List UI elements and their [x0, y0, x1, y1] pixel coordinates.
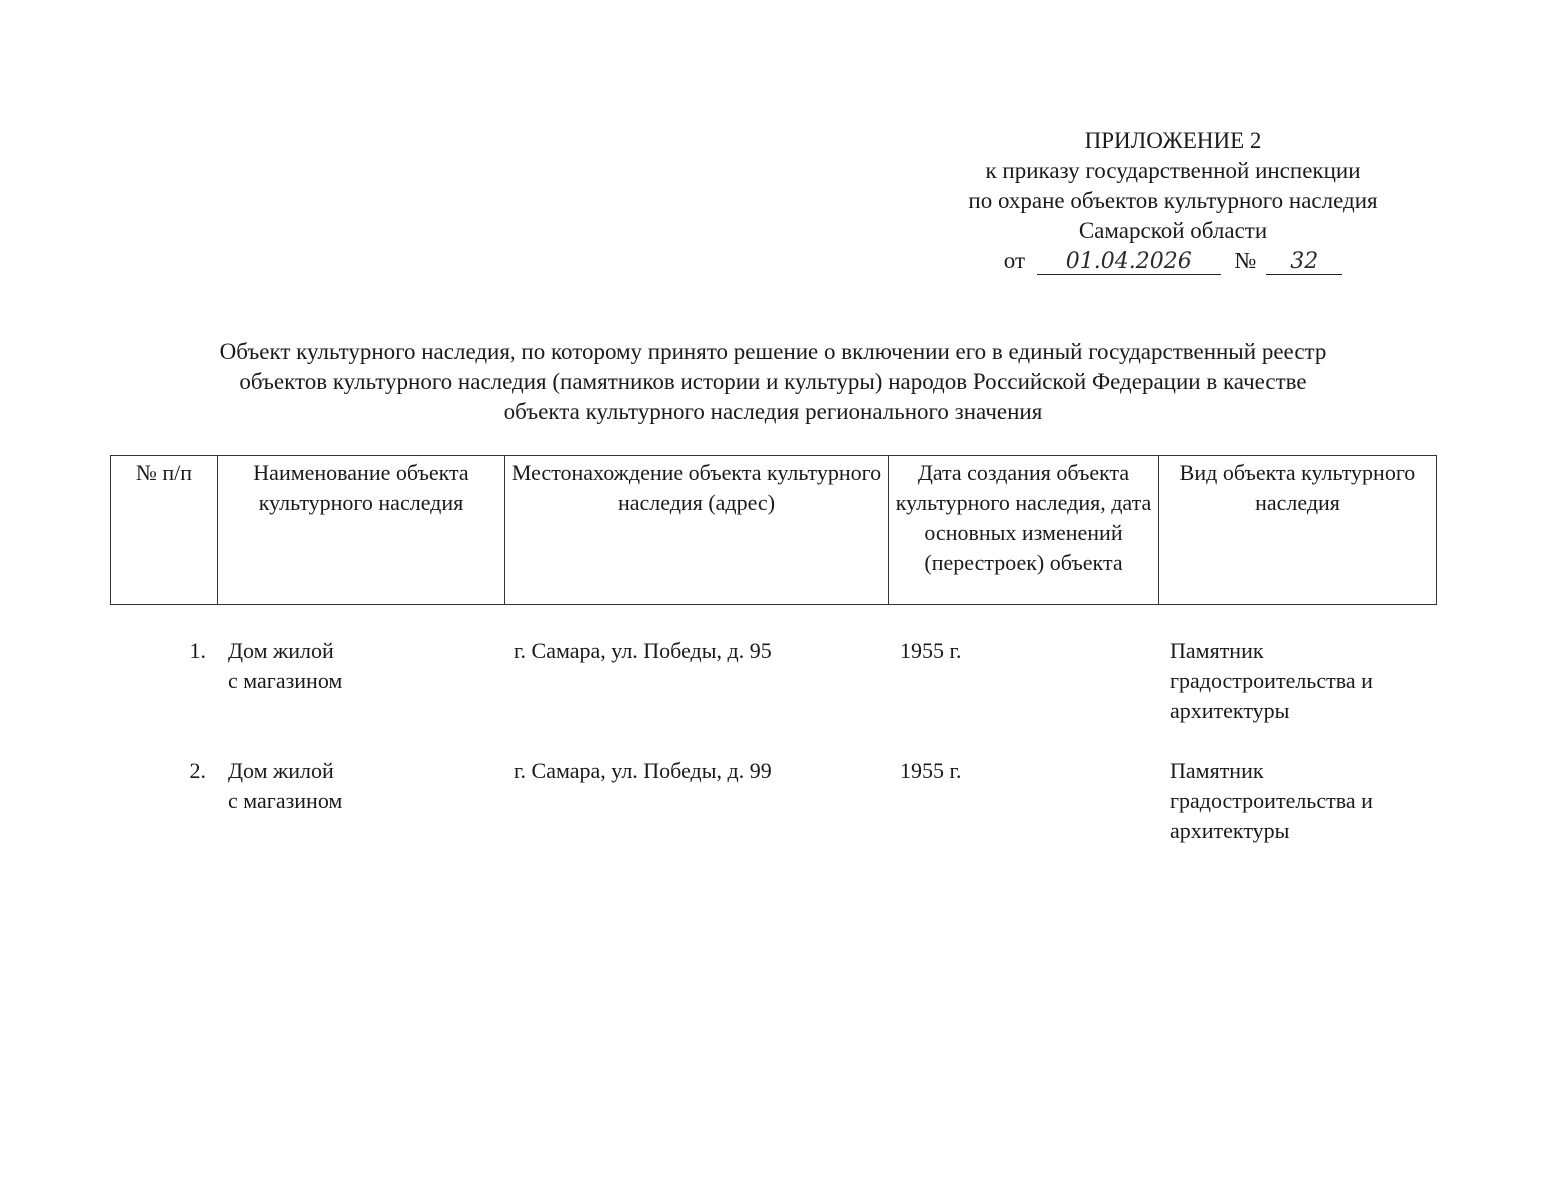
- order-reference-line-3: Самарской области: [1078, 218, 1268, 243]
- row-number: 2.: [189, 758, 206, 783]
- title-line-1: Объект культурного наследия, по которому принято решение о включении его в единый государственный реестр: [219, 339, 1327, 364]
- number-label: №: [1234, 248, 1257, 273]
- object-name-line: с магазином: [228, 788, 343, 813]
- column-header-name: Наименование объекта культурного наследия: [218, 456, 505, 605]
- object-type-line: градостроительства и: [1170, 788, 1373, 813]
- object-date: 1955 г.: [900, 638, 962, 663]
- column-header-address: Местонахождение объекта культурного наследия (адрес): [505, 456, 889, 605]
- object-date: 1955 г.: [900, 758, 962, 783]
- column-header-number: № п/п: [111, 456, 218, 605]
- row-number: 1.: [189, 638, 206, 663]
- object-name: [228, 636, 508, 696]
- column-header-type: Вид объекта культурного наследия: [1159, 456, 1437, 605]
- table-body: [110, 636, 1436, 876]
- appendix-title: ПРИЛОЖЕНИЕ 2: [1084, 128, 1262, 153]
- object-type-line: градостроительства и: [1170, 668, 1373, 693]
- order-reference-line-2: по охране объектов культурного наследия: [968, 188, 1378, 213]
- object-type-line: Памятник: [1170, 758, 1264, 783]
- object-name-line: Дом жилой: [228, 758, 334, 783]
- object-type: [1170, 756, 1440, 846]
- object-address: г. Самара, ул. Победы, д. 95: [514, 638, 772, 663]
- from-label: от: [1003, 248, 1026, 273]
- document-title: [110, 337, 1436, 427]
- object-name-line: с магазином: [228, 668, 343, 693]
- object-address: г. Самара, ул. Победы, д. 99: [514, 758, 772, 783]
- object-type-line: архитектуры: [1170, 818, 1290, 843]
- column-header-date: Дата создания объекта культурного наследия, дата основных изменений (перестроек) объекта: [889, 456, 1159, 605]
- appendix-header: [900, 126, 1446, 276]
- object-name-line: Дом жилой: [228, 638, 334, 663]
- object-name: [228, 756, 508, 816]
- order-reference-line-1: к приказу государственной инспекции: [985, 158, 1361, 183]
- object-type: [1170, 636, 1440, 726]
- object-type-line: архитектуры: [1170, 698, 1290, 723]
- order-date-handwritten: 01.04.2026: [1037, 250, 1221, 275]
- order-date-number-line: [900, 246, 1446, 276]
- order-number-handwritten: 32: [1266, 250, 1342, 275]
- object-type-line: Памятник: [1170, 638, 1264, 663]
- title-line-2: объектов культурного наследия (памятников истории и культуры) народов Российской Федерации в качестве: [239, 369, 1307, 394]
- title-line-3: объекта культурного наследия регионального значения: [503, 399, 1043, 424]
- table-header: [110, 455, 1437, 605]
- table-row: [110, 636, 1436, 756]
- table-row: [110, 756, 1436, 876]
